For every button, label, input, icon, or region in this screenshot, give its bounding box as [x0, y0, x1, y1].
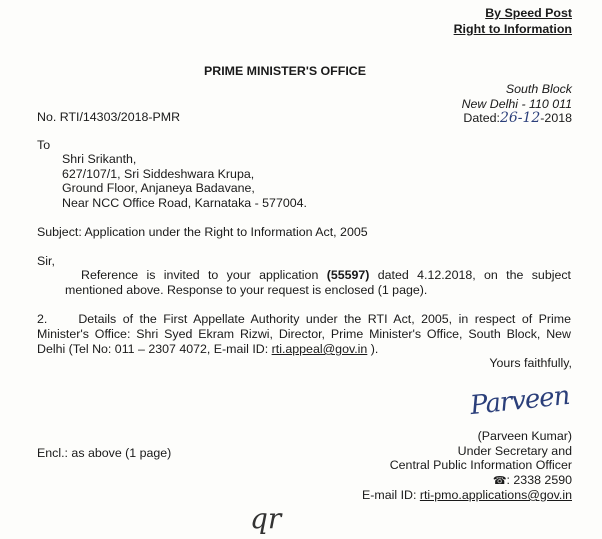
enclosure: Encl.: as above (1 page) — [37, 446, 172, 460]
recipient-address-line2: Ground Floor, Anjaneya Badavane, — [62, 181, 255, 195]
dated-year: -2018 — [540, 111, 572, 125]
signatory-name: (Parveen Kumar) — [477, 429, 572, 443]
signatory-designation2: Central Public Information Officer — [389, 458, 572, 472]
para2-line3-before: Delhi (Tel No: 011 – 2307 4072, E-mail ID: — [37, 342, 272, 356]
signature: Parveen — [468, 380, 571, 422]
paragraph-2 — [37, 312, 571, 357]
recipient-address-line1: 627/107/1, Sri Siddeshwara Krupa, — [62, 167, 255, 181]
recipient-address-line3: Near NCC Office Road, Karnataka - 577004. — [62, 196, 307, 210]
signatory-designation1: Under Secretary and — [457, 444, 572, 458]
phone-icon: ☎ — [492, 475, 507, 487]
address-line2: New Delhi - 110 011 — [461, 97, 572, 111]
dated-line — [463, 111, 572, 126]
paragraph-1-line2: mentioned above. Response to your request is enclosed (1 page). — [65, 283, 428, 297]
right-to-information: Right to Information — [453, 22, 572, 36]
application-number: (55597) — [326, 268, 370, 282]
dated-handwritten: 26-12 — [499, 110, 541, 126]
signatory-email — [362, 488, 572, 503]
handwritten-initials: qr — [250, 502, 282, 535]
closing: Yours faithfully, — [489, 356, 572, 370]
phone-number: : 2338 2590 — [506, 473, 572, 487]
salutation: Sir, — [37, 254, 55, 268]
office-title: PRIME MINISTER'S OFFICE — [204, 64, 366, 78]
para1-text-after: dated 4.12.2018, on the subject — [369, 268, 571, 282]
reference-number: No. RTI/14303/2018-PMR — [37, 110, 181, 124]
para1-text-before: Reference is invited to your application — [81, 268, 327, 282]
subject: Subject: Application under the Right to Information Act, 2005 — [37, 225, 368, 239]
paragraph-2-line3 — [37, 342, 571, 357]
to-label: To — [37, 138, 51, 152]
signatory-phone — [493, 473, 572, 489]
recipient-name: Shri Srikanth, — [62, 152, 137, 166]
paragraph-1 — [37, 268, 571, 298]
appeal-email-link[interactable]: rti.appeal@gov.in — [271, 342, 368, 356]
paragraph-1-line1 — [37, 268, 571, 283]
paragraph-2-line1 — [37, 312, 571, 327]
paragraph-2-line2: Minister's Office: Shri Syed Ekram Rizwi, Director, Prime Minister's Office, South Block, New — [37, 327, 571, 341]
para2-line3-after: ). — [367, 342, 379, 356]
paragraph-2-number: 2. — [37, 312, 48, 326]
by-speed-post: By Speed Post — [485, 6, 572, 20]
paragraph-2-line1-text: Details of the First Appellate Authority under the RTI Act, 2005, in respect of Prime — [78, 312, 571, 326]
dated-label: Dated: — [463, 111, 500, 125]
address-line1: South Block — [505, 82, 572, 96]
signatory-email-link[interactable]: rti-pmo.applications@gov.in — [419, 488, 572, 502]
signatory-email-label: E-mail ID: — [362, 488, 420, 502]
